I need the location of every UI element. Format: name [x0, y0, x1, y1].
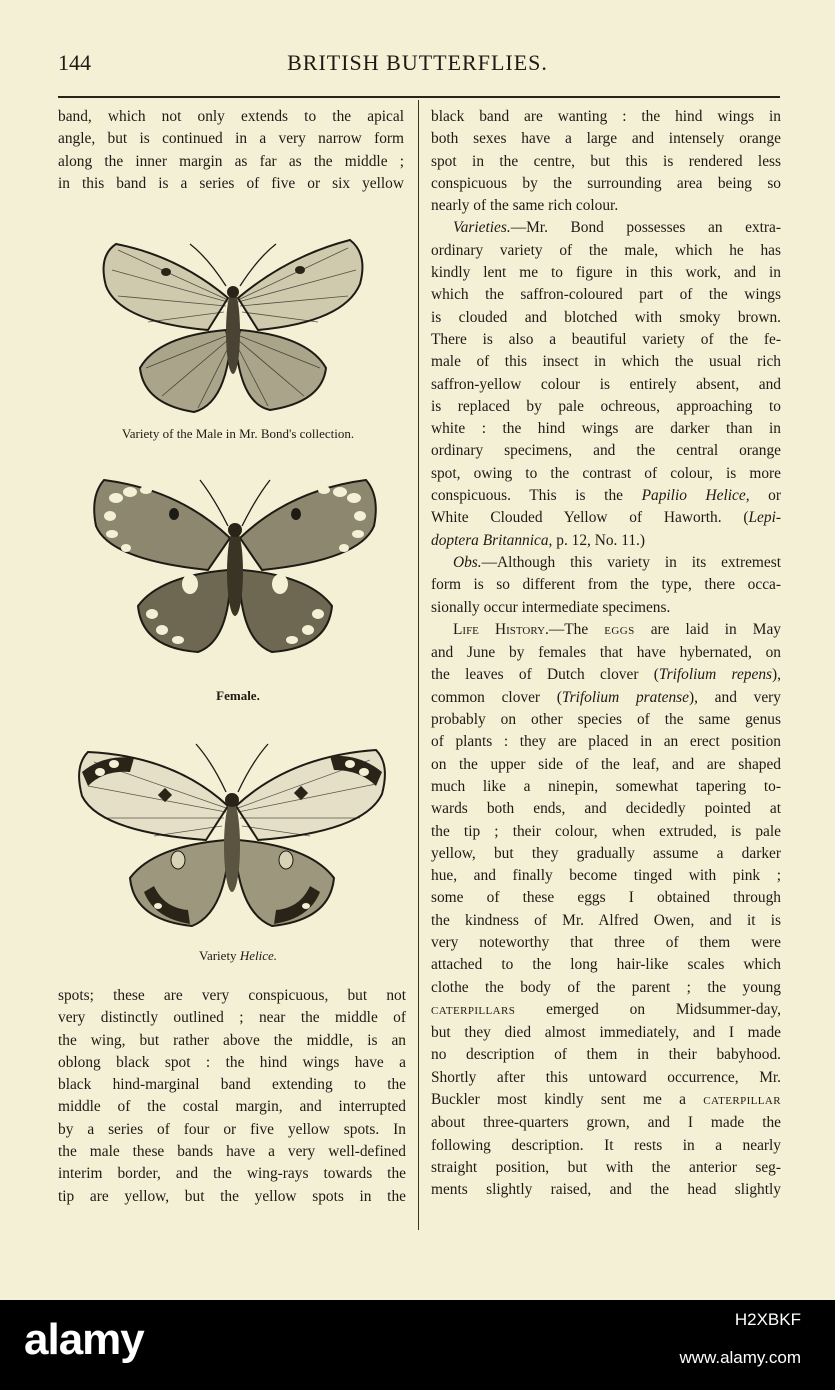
text-line: the male these bands have a very well-defined	[58, 1143, 406, 1161]
text-line: conspicuous by the surrounding area being so	[431, 174, 781, 192]
text-line: about three-quarters grown, and I made the	[431, 1114, 781, 1132]
text-line: ordinary variety of the male, which he has	[431, 241, 781, 259]
text-line: probably on other species of the same genus	[431, 711, 781, 729]
figure-caption-female: Female.	[216, 688, 260, 703]
varieties-paragraph-start: Varieties.—Mr. Bond possesses an extra-	[453, 219, 781, 237]
text-line: ments slightly raised, and the head slightly	[431, 1181, 781, 1199]
text-line: is replaced by pale ochreous, approaching to	[431, 397, 781, 415]
text-line: in this band is a series of five or six yellow	[58, 174, 404, 192]
text-line: spot, owing to the contrast of colour, is more	[431, 464, 781, 482]
text-line: ordinary specimens, and the central orange	[431, 442, 781, 460]
text-line: male of this insect in which the usual rich	[431, 353, 781, 371]
text-line: by a series of four or five yellow spots. In	[58, 1120, 406, 1138]
text-line: kindly lent me to figure in this work, and in	[431, 264, 781, 282]
text-line: straight position, but with the anterior seg-	[431, 1158, 781, 1176]
text-line: no description of them in their babyhood.	[431, 1046, 781, 1064]
text-line: yellow, but they gradually assume a darker	[431, 844, 781, 862]
text-line: common clover (Trifolium pratense), and very	[431, 688, 781, 706]
text-line: sionally occur intermediate specimens.	[431, 598, 671, 616]
text-line: along the inner margin as far as the middle ;	[58, 152, 404, 170]
text-line: saffron-yellow colour is entirely absent, and	[431, 375, 781, 393]
text-line: spots; these are very conspicuous, but not	[58, 987, 406, 1004]
site-url: www.alamy.com	[679, 1348, 801, 1367]
image-id: H2XBKF	[734, 1310, 801, 1329]
text-line: form is so different from the type, there occa-	[431, 576, 781, 594]
left-column-bottom-text	[58, 985, 406, 1208]
text-line: and June by females that have hybernated, on	[431, 644, 781, 662]
text-line: White Clouded Yellow of Haworth. (Lepi-	[431, 509, 781, 527]
text-line: There is also a beautiful variety of the fe-	[431, 330, 781, 348]
text-line: conspicuous. This is the Papilio Helice, or	[431, 487, 781, 505]
text-line: some of these eggs I obtained through	[431, 889, 781, 907]
text-line: middle of the costal margin, and interrupted	[58, 1098, 406, 1116]
text-line: the tip ; their colour, when extruded, is pale	[431, 822, 781, 840]
text-line: of plants : they are placed in an erect position	[431, 733, 781, 751]
text-line: doptera Britannica, p. 12, No. 11.)	[431, 531, 646, 549]
text-line: clothe the body of the parent ; the young	[431, 978, 781, 996]
right-column-text	[431, 106, 781, 1202]
running-title: BRITISH BUTTERFLIES.	[287, 50, 548, 75]
text-line: on the upper side of the leaf, and are shaped	[431, 755, 781, 773]
text-line: very distinctly outlined ; near the middle of	[58, 1009, 406, 1027]
alamy-logo: alamy	[24, 1315, 144, 1364]
figure-caption-variety-helice: Variety Helice.	[199, 948, 277, 963]
left-column-top-text	[58, 106, 404, 195]
butterfly-illustration-male-variety	[98, 236, 368, 416]
text-line: wards both ends, and decidedly pointed at	[431, 800, 781, 818]
text-line: nearly of the same rich colour.	[431, 197, 619, 215]
text-line: black band are wanting : the hind wings in	[431, 108, 781, 125]
text-line: very noteworthy that three of them were	[431, 933, 781, 951]
text-line: black hind-marginal band extending to the	[58, 1076, 406, 1094]
obs-paragraph-start: Obs.—Although this variety in its extremest	[453, 553, 781, 571]
text-line: much like a ninepin, somewhat tapering to-	[431, 777, 781, 795]
text-line: is clouded and blotched with smoky brown.	[431, 308, 781, 326]
page-number: 144	[58, 50, 91, 75]
column-divider	[418, 100, 419, 1230]
text-line: Shortly after this untoward occurrence, Mr.	[431, 1068, 781, 1086]
text-line: following description. It rests in a nearly	[431, 1136, 781, 1154]
text-line: tip are yellow, but the yellow spots in the	[58, 1187, 406, 1205]
text-line: band, which not only extends to the apical	[58, 108, 404, 125]
text-line: spot in the centre, but this is rendered less	[431, 152, 781, 170]
text-line: Buckler most kindly sent me a CATERPILLAR	[431, 1091, 781, 1109]
text-line: the wing, but rather above the middle, is an	[58, 1031, 406, 1049]
figure-caption-male-variety: Variety of the Male in Mr. Bond's collection.	[121, 426, 355, 441]
text-line: oblong black spot : the hind wings have a	[58, 1053, 406, 1071]
text-line: CATERPILLARS emerged on Midsummer-day,	[431, 1000, 781, 1018]
text-line: hue, and finally become tinged with pink ;	[431, 867, 781, 885]
text-line: which the saffron-coloured part of the wings	[431, 286, 781, 304]
text-line: the kindness of Mr. Alfred Owen, and it is	[431, 911, 781, 929]
text-line: attached to the long hair-like scales which	[431, 956, 781, 974]
header-rule	[58, 96, 780, 98]
text-line: white : the hind wings are darker than in	[431, 420, 781, 438]
life-history-paragraph-start: Life History.—The EGGS are laid in May	[453, 620, 781, 638]
text-line: but they died almost immediately, and I made	[431, 1024, 781, 1042]
text-line: angle, but is continued in a very narrow form	[58, 130, 404, 148]
text-line: both sexes have a large and intensely orange	[431, 130, 781, 148]
text-line: interim border, and the wing-rays towards the	[58, 1165, 406, 1183]
text-line: the leaves of Dutch clover (Trifolium repens),	[431, 666, 781, 684]
butterfly-illustration-female	[90, 476, 380, 656]
butterfly-illustration-variety-helice	[74, 742, 390, 930]
